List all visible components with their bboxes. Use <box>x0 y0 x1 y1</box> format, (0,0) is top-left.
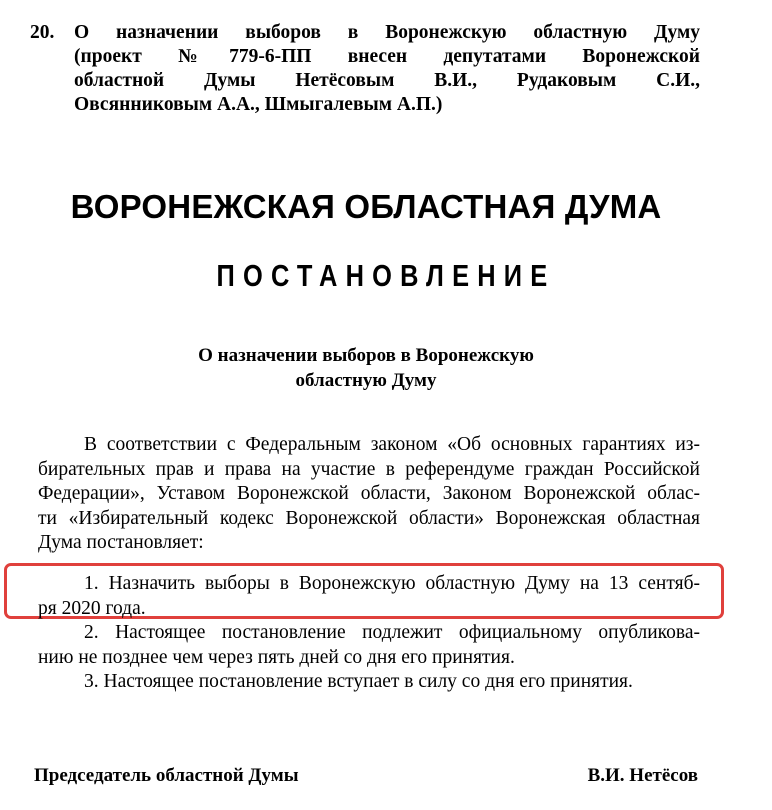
subject-line: областную Думу <box>295 370 437 391</box>
preamble-line: Федерации», Уставом Воронежской области, Законом Воронежской облас- <box>38 483 700 504</box>
signature-name: В.И. Нетёсов <box>587 765 698 786</box>
item-2-line: 2. Настоящее постановление подлежит официальному опубликова- <box>84 622 700 643</box>
item-2-line: нию не позднее чем через пять дней со дня его принятия. <box>38 646 515 668</box>
agenda-item <box>30 21 700 117</box>
document-type-heading: ПОСТАНОВЛЕНИЕ <box>216 258 556 293</box>
preamble-line: ти «Избирательный кодекс Воронежской области» Воронежская областная <box>38 507 700 529</box>
item-1-line: 1. Назначить выборы в Воронежскую областную Думу на 13 сентяб- <box>84 573 700 594</box>
item-3 <box>38 670 700 695</box>
preamble-paragraph <box>38 433 700 556</box>
signature-position: Председатель областной Думы <box>34 765 299 786</box>
agenda-title-line: областной Думы Нетёсовым В.И., Рудаковым С.И., <box>74 70 700 91</box>
preamble-line: Дума постановляет: <box>38 532 204 553</box>
preamble-line: бирательных прав и права на участие в референдуме граждан Российской <box>38 458 700 480</box>
agenda-title-line: Овсянниковым А.А., Шмыгалевым А.П.) <box>74 94 443 115</box>
preamble-line: В соответствии с Федеральным законом «Об основных гарантиях из- <box>84 434 700 455</box>
resolution-subject <box>0 343 732 393</box>
agenda-number: 20. <box>30 22 55 43</box>
item-1-line: ря 2020 года. <box>38 597 146 619</box>
subject-line: О назначении выборов в Воронежскую <box>198 345 534 366</box>
agenda-title-line: О назначении выборов в Воронежскую областную Думу <box>74 22 700 43</box>
item-3-line: 3. Настоящее постановление вступает в силу со дня его принятия. <box>84 671 633 692</box>
agenda-title <box>74 21 700 117</box>
agenda-title-line: (проект №779-6-ПП внесен депутатами Воронежской <box>74 46 700 67</box>
organization-heading: ВОРОНЕЖСКАЯ ОБЛАСТНАЯ ДУМА <box>70 188 662 225</box>
item-1 <box>38 572 700 621</box>
resolution-items <box>38 572 700 695</box>
item-2 <box>38 621 700 670</box>
